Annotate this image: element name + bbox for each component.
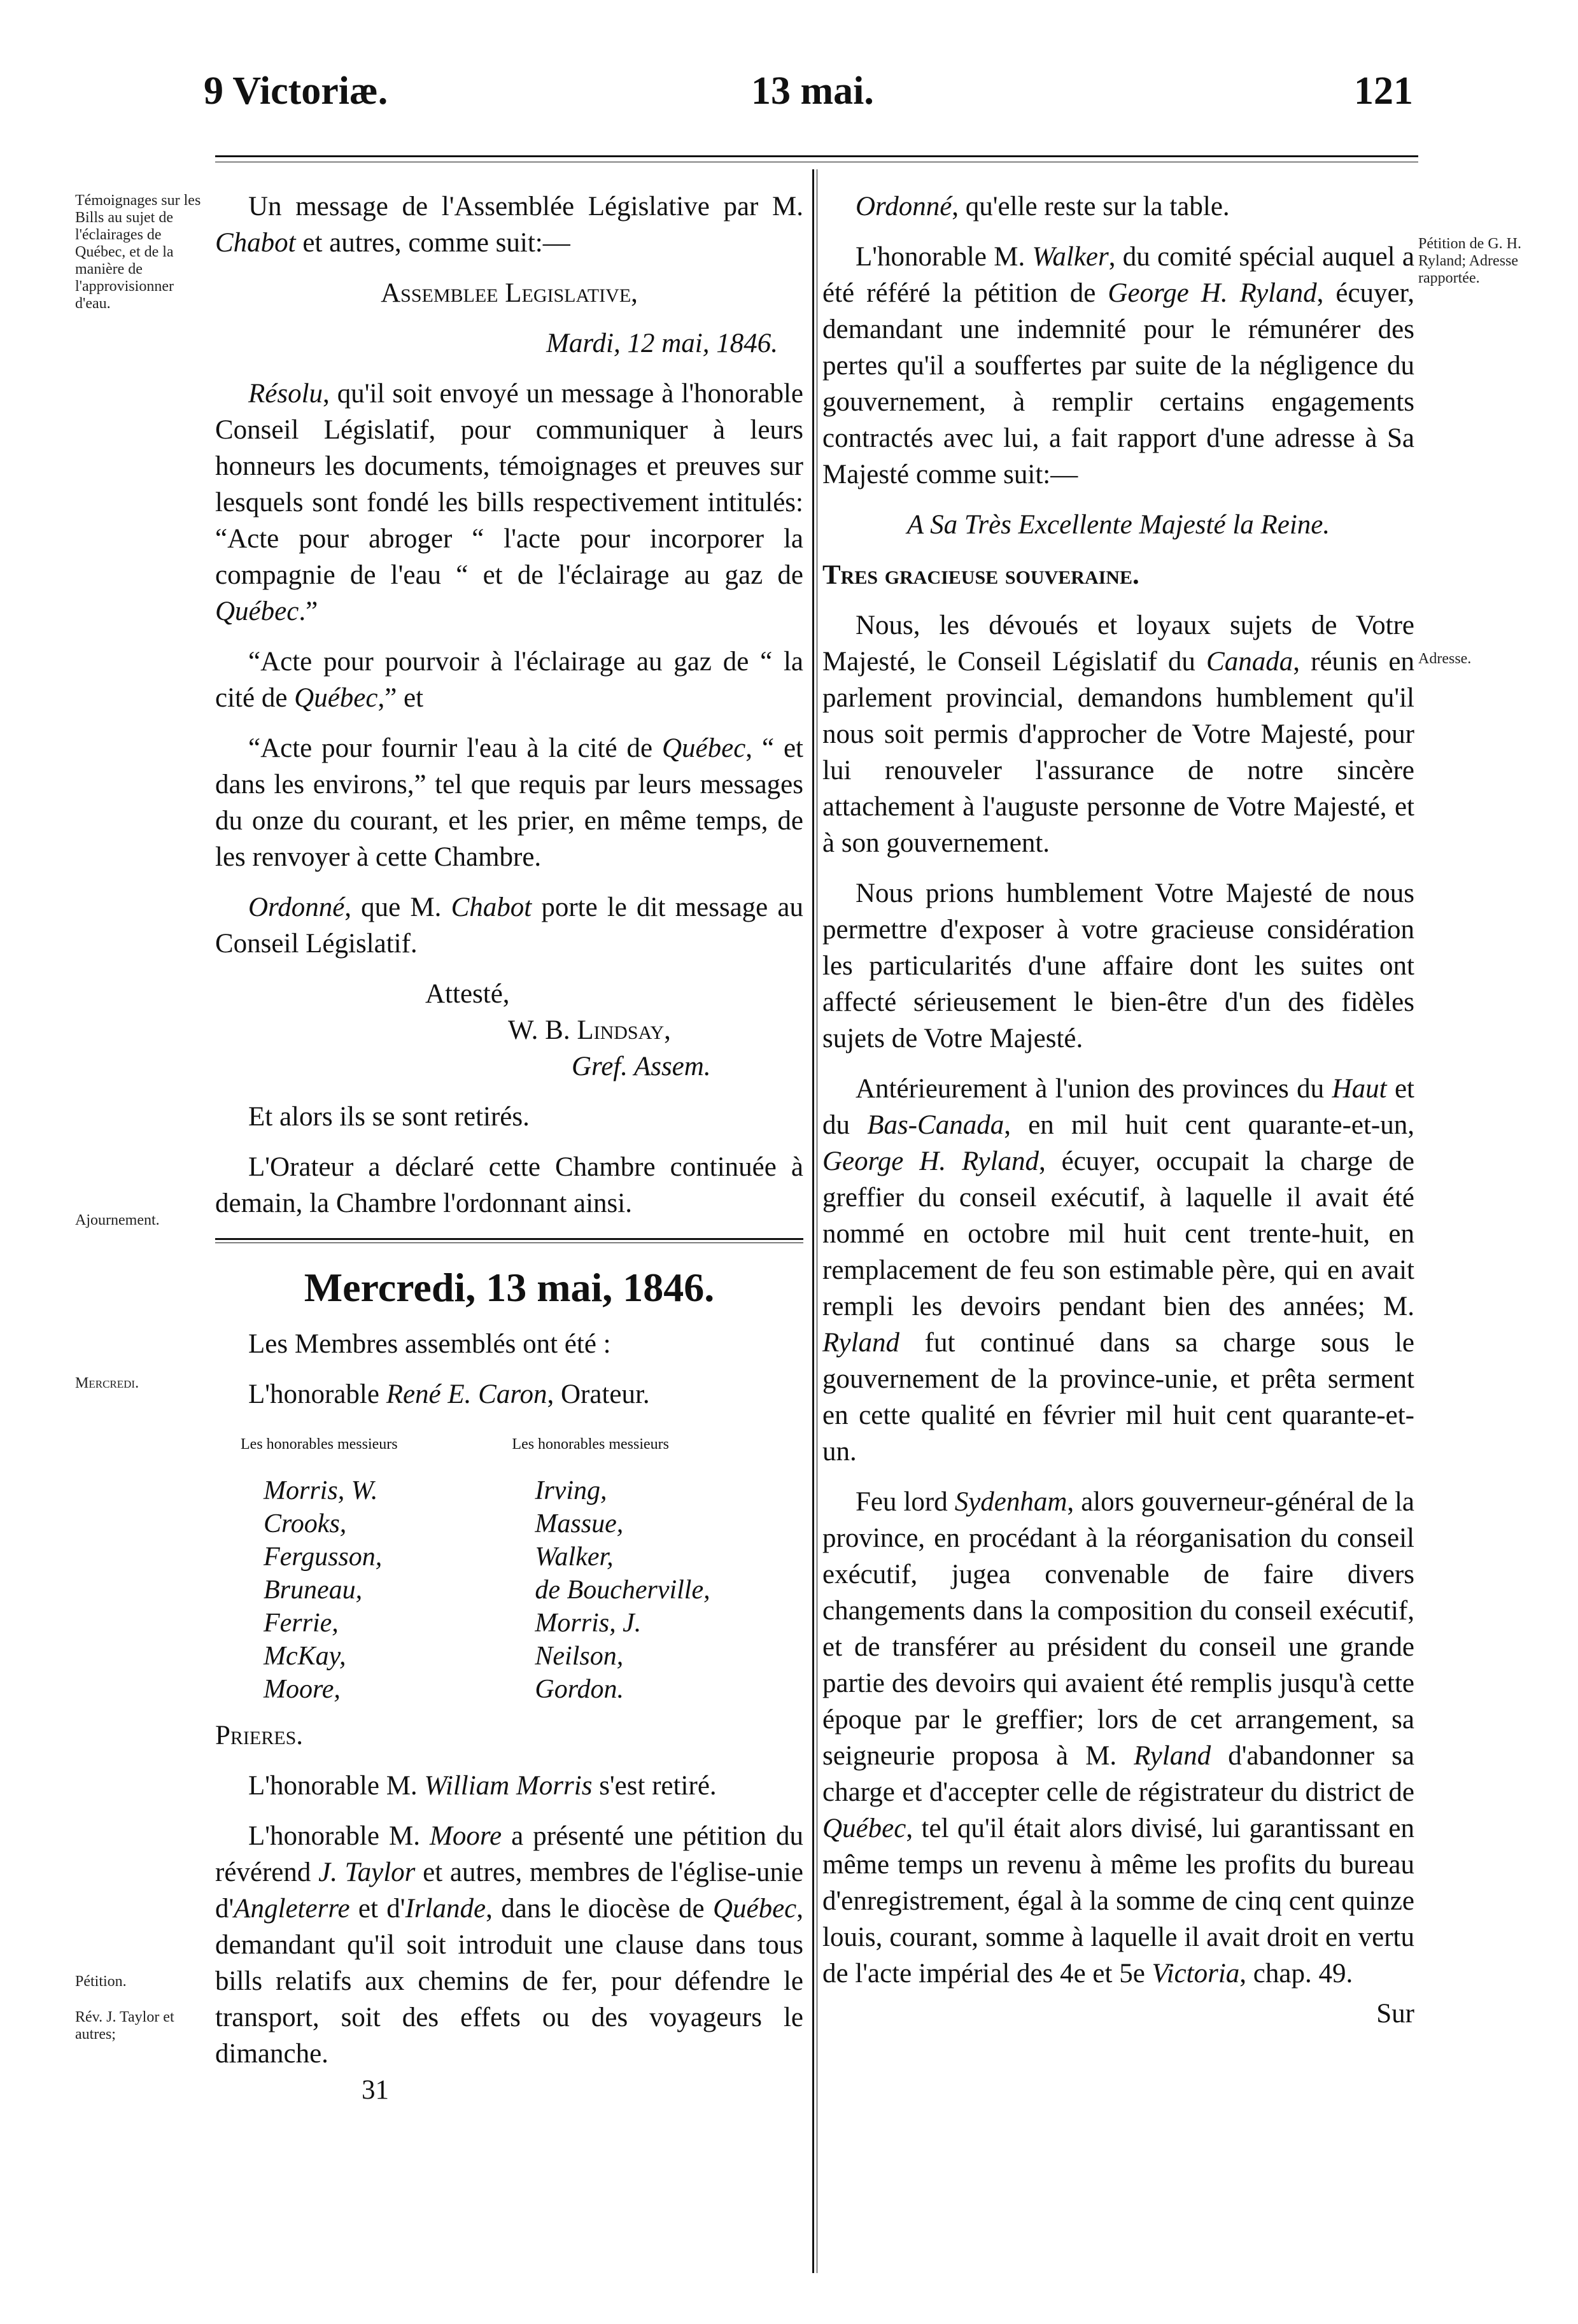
assembly-date: Mardi, 12 mai, 1846. [546, 328, 778, 358]
member-name: Neilson, [535, 1642, 624, 1671]
margin-note-ajournement: Ajournement. [75, 1212, 160, 1229]
running-header [204, 56, 1413, 132]
assembly-heading: Assemblee Legislative, [381, 278, 638, 308]
member-name: McKay, [264, 1642, 346, 1671]
member-name: Morris, J. [535, 1609, 642, 1638]
nous-paragraph: Nous, les dévoués et loyaux sujets de Votre Majesté, le Conseil Législatif du Canada, réunis en parlement provincial, demandons humblement qu'il nous soit permis d'approcher de Votre Majesté, pour lui renouveler l'assurance de notre sincère attachement à l'auguste personne de Votre Majesté, et à son gouvernement. [822, 610, 1414, 858]
margin-note-mercredi: Mercredi. [75, 1375, 139, 1391]
anterieurement-paragraph: Antérieurement à l'union des provinces du Haut et du Bas-Canada, en mil huit cent quarante-et-un, George H. Ryland, écuyer, occupait la charge de greffier du conseil exécutif, à laquelle il avait été nommé en octobre mil huit cent trente-huit, en remplacement de feu son estimable père, qui en avait rempli les devoirs pendant bien des années; M. Ryland fut continué dans sa charge sous le gouvernement de la province-unie, et prêta serment en cette qualité en février mil huit cent quarante-et-un. [822, 1074, 1415, 1467]
header-session: 9 Victoriæ. [204, 69, 388, 113]
ordonne-paragraph: Ordonné, que M. Chabot porte le dit message au Conseil Législatif. [215, 892, 803, 959]
morris-retire-line: L'honorable M. William Morris s'est retiré. [248, 1771, 717, 1801]
margin-note-petition-ryland: Pétition de G. H. Ryland; Adresse rapportée. [1418, 236, 1521, 286]
sitting-date-heading: Mercredi, 13 mai, 1846. [304, 1265, 715, 1310]
salutation: Tres gracieuse souveraine. [822, 560, 1139, 590]
header-date: 13 mai. [751, 69, 874, 113]
section-divider [215, 1238, 803, 1243]
header-page-number: 121 [1354, 69, 1413, 113]
members-column-1 [241, 1426, 491, 1706]
member-name: Walker, [535, 1542, 614, 1572]
member-name: de Boucherville, [535, 1575, 710, 1605]
moore-petition-paragraph: L'honorable M. Moore a présenté une pétition du révérend J. Taylor et autres, membres de l'église-unie d'Angleterre et d'Irlande, dans le diocèse de Québec, demandant qu'il soit introduit une clause dans tous bills relatifs aux chemins de fer, pour défendre le transport, soit des effets ou des voyageurs le dimanche. [215, 1821, 804, 2069]
margin-note-taylor: Rév. J. Taylor et autres; [75, 2009, 174, 2043]
member-name: Morris, W. [264, 1476, 378, 1505]
acte-eau-paragraph: “Acte pour fournir l'eau à la cité de Québec, “ et dans les environs,” tel que requis par leurs messages du onze du courant, et les prier, en même temps, de les renvoyer à cette Chambre. [215, 733, 803, 872]
walker-report-paragraph: L'honorable M. Walker, du comité spécial auquel a été référé la pétition de George H. Ryland, écuyer, demandant une indemnité pour le rémunérer des pertes qu'il a souffertes par suite de la négligence du gouvernement, à remplir certains engagements contractés avec lui, a fait rapport d'une adresse à Sa Majesté comme suit:— [822, 242, 1414, 489]
column-divider [812, 169, 814, 2273]
members-list [241, 1426, 763, 1706]
ajournement-paragraph: L'Orateur a déclaré cette Chambre continuée à demain, la Chambre l'ordonnant ainsi. [215, 1152, 803, 1218]
sydenham-paragraph: Feu lord Sydenham, alors gouverneur-général de la province, en procédant à la réorganisation du conseil exécutif, jugea convenable de faire divers changements dans la composition du conseil exécutif, et de transférer au président du conseil une grande partie des devoirs qui avaient été remplis jusqu'à cette époque par le greffier; lors de cet arrangement, sa seigneurie proposa à M. Ryland d'abandonner sa charge et d'accepter celle de régistrateur du district de Québec, tel qu'il était alors divisé, lui garantissant en même temps un revenu à même les profits du bureau d'enregistrement, égal à la somme de cinq cent quinze louis, courant, somme à laquelle il avait droit en vertu de l'acte impérial des 4e et 5e Victoria, chap. 49. [822, 1487, 1414, 1989]
message-paragraph: Un message de l'Assemblée Législative par M. Chabot et autres, comme suit:— [215, 192, 803, 258]
ordonne-table-line: Ordonné, qu'elle reste sur la table. [856, 192, 1230, 222]
member-name: Fergusson, [264, 1542, 383, 1572]
speaker-line: L'honorable René E. Caron, Orateur. [248, 1379, 650, 1409]
right-column [822, 188, 1414, 2046]
margin-note-temoignages: Témoignages sur les Bills au sujet de l'éclairages de Québec, et de la manière de l'approvisionner d'eau. [75, 192, 201, 312]
members-column-1-heading: Les honorables messieurs [241, 1436, 398, 1453]
retires-line: Et alors ils se sont retirés. [248, 1102, 530, 1132]
attestation-label: Attesté, [425, 979, 510, 1009]
member-name: Ferrie, [264, 1609, 339, 1638]
acte-eclairage-paragraph: “Acte pour pourvoir à l'éclairage au gaz de “ la cité de Québec,” et [215, 647, 803, 713]
address-heading: A Sa Très Excellente Majesté la Reine. [906, 510, 1330, 540]
member-name: Gordon. [535, 1675, 624, 1704]
signatory-title: Gref. Assem. [572, 1052, 711, 1081]
members-column-2-heading: Les honorables messieurs [512, 1436, 670, 1453]
signatory-name: W. B. Lindsay, [508, 1015, 671, 1045]
member-name: Massue, [535, 1509, 624, 1539]
member-name: Crooks, [264, 1509, 347, 1539]
signature-number: 31 [362, 2075, 389, 2105]
member-name: Bruneau, [264, 1575, 363, 1605]
catchword: Sur [1376, 1999, 1414, 2029]
margin-note-petition: Pétition. [75, 1973, 127, 1990]
members-present-line: Les Membres assemblés ont été : [248, 1329, 611, 1359]
margin-note-adresse: Adresse. [1418, 651, 1472, 667]
members-column-2 [512, 1426, 763, 1706]
left-column [215, 188, 803, 2122]
header-rule-top [215, 155, 1418, 157]
prieres-heading: Prieres. [215, 1721, 304, 1750]
prions-paragraph: Nous prions humblement Votre Majesté de nous permettre d'exposer à votre gracieuse considération les particularités d'une affaire dont les suites ont affecté sérieusement le bien-être d'un des fidèles sujets de Votre Majesté. [822, 878, 1414, 1053]
member-name: Irving, [535, 1476, 607, 1505]
member-name: Moore, [264, 1675, 341, 1704]
resolu-paragraph: Résolu, qu'il soit envoyé un message à l'honorable Conseil Législatif, pour communiquer à leurs honneurs les documents, témoignages et preuves sur lesquels sont fondé les bills respectivement intitulés: “Acte pour abroger “ l'acte pour incorporer la compagnie de l'eau “ et de l'éclairage au gaz de Québec.” [215, 379, 803, 626]
